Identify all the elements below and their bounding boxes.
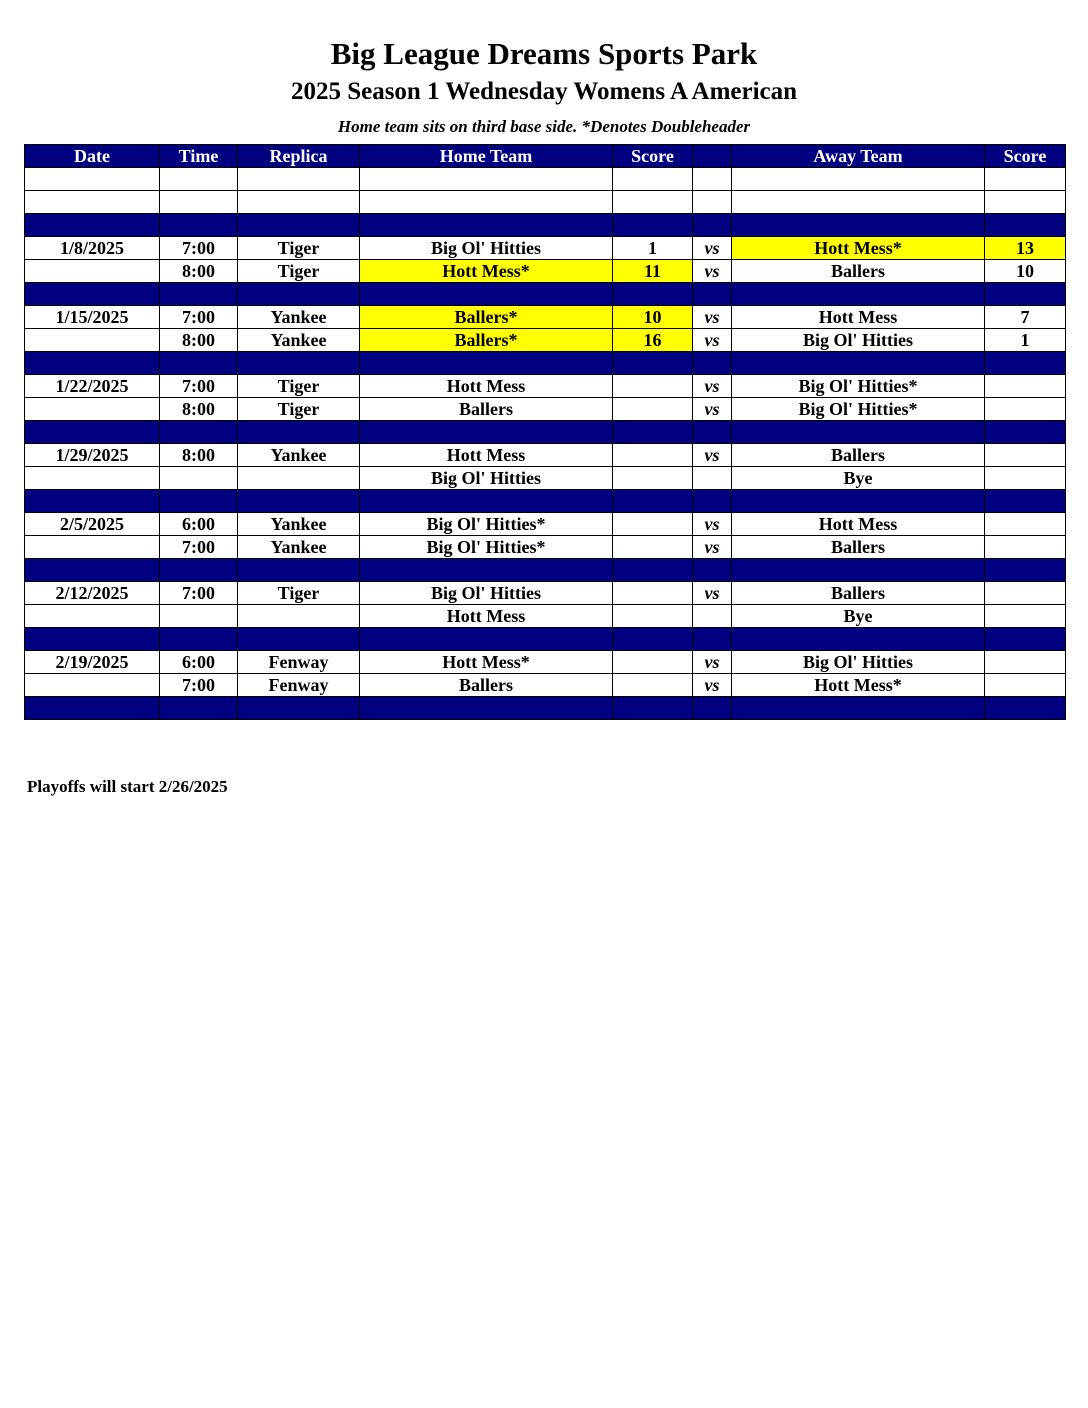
home-team-cell: Big Ol' Hitties [360, 467, 613, 490]
home-score-cell [613, 697, 693, 720]
column-header-away-team: Away Team [732, 145, 985, 168]
date-cell [25, 329, 160, 352]
away-team-cell [732, 283, 985, 306]
home-score-cell [613, 513, 693, 536]
home-team-cell: Hott Mess* [360, 651, 613, 674]
home-score-cell [613, 375, 693, 398]
date-cell: 1/22/2025 [25, 375, 160, 398]
table-row [25, 582, 1066, 605]
vs-cell [693, 467, 732, 490]
away-score-cell [985, 352, 1066, 375]
table-row [25, 237, 1066, 260]
blank-row [25, 168, 1066, 191]
vs-cell: vs [693, 329, 732, 352]
date-cell: 2/12/2025 [25, 582, 160, 605]
time-cell: 7:00 [160, 375, 238, 398]
vs-cell [693, 559, 732, 582]
time-cell [160, 214, 238, 237]
replica-cell: Yankee [238, 444, 360, 467]
vs-cell: vs [693, 674, 732, 697]
home-score-cell [613, 421, 693, 444]
home-team-cell: Ballers* [360, 329, 613, 352]
home-team-cell: Big Ol' Hitties* [360, 513, 613, 536]
column-header-time: Time [160, 145, 238, 168]
away-team-cell: Ballers [732, 444, 985, 467]
replica-cell: Fenway [238, 651, 360, 674]
home-score-cell [613, 559, 693, 582]
home-team-cell: Ballers [360, 398, 613, 421]
away-team-cell: Ballers [732, 260, 985, 283]
vs-cell: vs [693, 260, 732, 283]
time-cell: 7:00 [160, 306, 238, 329]
separator-row [25, 697, 1066, 720]
table-header-row [25, 145, 1066, 168]
schedule-table [24, 144, 1066, 720]
replica-cell: Yankee [238, 513, 360, 536]
vs-cell: vs [693, 306, 732, 329]
away-team-cell: Big Ol' Hitties* [732, 398, 985, 421]
away-score-cell [985, 168, 1066, 191]
date-cell [25, 490, 160, 513]
away-score-cell [985, 467, 1066, 490]
vs-cell [693, 628, 732, 651]
vs-cell [693, 421, 732, 444]
replica-cell [238, 490, 360, 513]
home-team-cell: Hott Mess [360, 375, 613, 398]
date-cell [25, 697, 160, 720]
home-score-cell [613, 674, 693, 697]
separator-row [25, 214, 1066, 237]
away-team-cell [732, 168, 985, 191]
away-score-cell [985, 605, 1066, 628]
away-score-cell [985, 490, 1066, 513]
time-cell [160, 191, 238, 214]
date-cell [25, 674, 160, 697]
separator-row [25, 559, 1066, 582]
time-cell: 8:00 [160, 260, 238, 283]
time-cell [160, 559, 238, 582]
table-row [25, 513, 1066, 536]
away-team-cell [732, 421, 985, 444]
vs-cell: vs [693, 237, 732, 260]
column-header-replica: Replica [238, 145, 360, 168]
home-score-cell [613, 398, 693, 421]
away-team-cell [732, 559, 985, 582]
away-team-cell [732, 191, 985, 214]
date-cell: 1/8/2025 [25, 237, 160, 260]
home-team-cell [360, 191, 613, 214]
column-header-vs [693, 145, 732, 168]
home-team-cell: Big Ol' Hitties* [360, 536, 613, 559]
time-cell: 7:00 [160, 582, 238, 605]
replica-cell [238, 283, 360, 306]
date-cell [25, 536, 160, 559]
home-team-cell [360, 352, 613, 375]
away-team-cell [732, 490, 985, 513]
time-cell [160, 605, 238, 628]
replica-cell [238, 467, 360, 490]
column-header-home-team: Home Team [360, 145, 613, 168]
home-score-cell [613, 582, 693, 605]
date-cell [25, 260, 160, 283]
time-cell: 8:00 [160, 444, 238, 467]
date-cell: 2/5/2025 [25, 513, 160, 536]
page-title: Big League Dreams Sports Park [330, 36, 758, 71]
away-score-cell [985, 283, 1066, 306]
replica-cell [238, 191, 360, 214]
replica-cell [238, 605, 360, 628]
home-team-cell [360, 628, 613, 651]
replica-cell [238, 352, 360, 375]
home-score-cell [613, 536, 693, 559]
home-team-cell: Big Ol' Hitties [360, 582, 613, 605]
away-team-cell: Hott Mess [732, 306, 985, 329]
separator-row [25, 628, 1066, 651]
replica-cell: Tiger [238, 398, 360, 421]
away-score-cell [985, 214, 1066, 237]
home-score-cell [613, 444, 693, 467]
replica-cell: Tiger [238, 375, 360, 398]
time-cell [160, 467, 238, 490]
date-cell [25, 628, 160, 651]
vs-cell [693, 214, 732, 237]
away-team-cell [732, 697, 985, 720]
table-row [25, 674, 1066, 697]
date-cell [25, 168, 160, 191]
away-score-cell [985, 375, 1066, 398]
home-team-cell: Hott Mess [360, 444, 613, 467]
replica-cell: Tiger [238, 582, 360, 605]
home-team-cell [360, 168, 613, 191]
vs-cell [693, 191, 732, 214]
replica-cell: Yankee [238, 306, 360, 329]
home-team-cell [360, 283, 613, 306]
home-team-cell: Hott Mess [360, 605, 613, 628]
replica-cell [238, 697, 360, 720]
table-row [25, 306, 1066, 329]
schedule-body [25, 168, 1066, 720]
home-team-cell: Big Ol' Hitties [360, 237, 613, 260]
date-cell [25, 191, 160, 214]
vs-cell [693, 697, 732, 720]
vs-cell [693, 283, 732, 306]
column-header-home-score: Score [613, 145, 693, 168]
table-row [25, 329, 1066, 352]
away-score-cell [985, 651, 1066, 674]
home-score-cell [613, 651, 693, 674]
home-score-cell [613, 168, 693, 191]
date-cell [25, 605, 160, 628]
home-team-cell: Hott Mess* [360, 260, 613, 283]
home-score-cell [613, 214, 693, 237]
table-row [25, 605, 1066, 628]
away-team-cell: Big Ol' Hitties [732, 651, 985, 674]
column-header-date: Date [25, 145, 160, 168]
away-score-cell [985, 513, 1066, 536]
away-team-cell: Bye [732, 467, 985, 490]
vs-cell [693, 352, 732, 375]
date-cell [25, 559, 160, 582]
home-score-cell: 1 [613, 237, 693, 260]
date-cell: 1/15/2025 [25, 306, 160, 329]
away-team-cell: Big Ol' Hitties* [732, 375, 985, 398]
vs-cell: vs [693, 375, 732, 398]
time-cell: 8:00 [160, 398, 238, 421]
away-score-cell [985, 421, 1066, 444]
replica-cell: Tiger [238, 237, 360, 260]
date-cell [25, 421, 160, 444]
separator-row [25, 352, 1066, 375]
replica-cell [238, 559, 360, 582]
separator-row [25, 421, 1066, 444]
home-score-cell [613, 605, 693, 628]
vs-cell: vs [693, 513, 732, 536]
away-score-cell [985, 398, 1066, 421]
away-score-cell [985, 559, 1066, 582]
home-team-cell [360, 697, 613, 720]
away-team-cell [732, 214, 985, 237]
home-team-cell: Ballers* [360, 306, 613, 329]
replica-cell: Yankee [238, 536, 360, 559]
away-score-cell [985, 697, 1066, 720]
away-score-cell [985, 536, 1066, 559]
date-cell: 1/29/2025 [25, 444, 160, 467]
time-cell [160, 283, 238, 306]
table-row [25, 398, 1066, 421]
home-team-cell [360, 490, 613, 513]
replica-cell: Fenway [238, 674, 360, 697]
table-row [25, 651, 1066, 674]
date-cell [25, 467, 160, 490]
vs-cell: vs [693, 582, 732, 605]
date-cell [25, 214, 160, 237]
away-score-cell: 7 [985, 306, 1066, 329]
time-cell: 6:00 [160, 513, 238, 536]
home-score-cell [613, 490, 693, 513]
vs-cell [693, 490, 732, 513]
away-team-cell: Hott Mess* [732, 237, 985, 260]
away-team-cell: Big Ol' Hitties [732, 329, 985, 352]
separator-row [25, 490, 1066, 513]
home-score-cell [613, 467, 693, 490]
away-score-cell [985, 628, 1066, 651]
playoffs-note: Playoffs will start 2/26/2025 [27, 777, 228, 796]
away-team-cell: Ballers [732, 582, 985, 605]
away-team-cell [732, 352, 985, 375]
time-cell: 8:00 [160, 329, 238, 352]
time-cell [160, 697, 238, 720]
vs-cell [693, 168, 732, 191]
home-team-cell [360, 214, 613, 237]
vs-cell: vs [693, 651, 732, 674]
table-row [25, 467, 1066, 490]
date-cell [25, 398, 160, 421]
away-team-cell [732, 628, 985, 651]
date-cell: 2/19/2025 [25, 651, 160, 674]
away-team-cell: Hott Mess* [732, 674, 985, 697]
table-row [25, 375, 1066, 398]
column-header-away-score: Score [985, 145, 1066, 168]
home-team-cell: Ballers [360, 674, 613, 697]
away-team-cell: Hott Mess [732, 513, 985, 536]
home-score-cell [613, 283, 693, 306]
away-team-cell: Ballers [732, 536, 985, 559]
time-cell [160, 628, 238, 651]
vs-cell: vs [693, 444, 732, 467]
time-cell: 7:00 [160, 536, 238, 559]
schedule-note: Home team sits on third base side. *Denotes Doubleheader [337, 117, 751, 136]
replica-cell [238, 421, 360, 444]
separator-row [25, 283, 1066, 306]
time-cell [160, 421, 238, 444]
home-score-cell: 10 [613, 306, 693, 329]
away-score-cell [985, 582, 1066, 605]
home-score-cell: 16 [613, 329, 693, 352]
away-score-cell [985, 674, 1066, 697]
date-cell [25, 283, 160, 306]
replica-cell: Tiger [238, 260, 360, 283]
replica-cell [238, 168, 360, 191]
table-row [25, 260, 1066, 283]
time-cell: 6:00 [160, 651, 238, 674]
home-score-cell [613, 352, 693, 375]
away-score-cell [985, 444, 1066, 467]
home-team-cell [360, 559, 613, 582]
away-score-cell: 1 [985, 329, 1066, 352]
home-score-cell [613, 191, 693, 214]
vs-cell: vs [693, 536, 732, 559]
vs-cell [693, 605, 732, 628]
replica-cell: Yankee [238, 329, 360, 352]
away-score-cell: 10 [985, 260, 1066, 283]
away-score-cell [985, 191, 1066, 214]
replica-cell [238, 628, 360, 651]
home-team-cell [360, 421, 613, 444]
table-row [25, 536, 1066, 559]
time-cell [160, 352, 238, 375]
home-score-cell [613, 628, 693, 651]
time-cell: 7:00 [160, 237, 238, 260]
away-team-cell: Bye [732, 605, 985, 628]
time-cell: 7:00 [160, 674, 238, 697]
date-cell [25, 352, 160, 375]
table-row [25, 444, 1066, 467]
away-score-cell: 13 [985, 237, 1066, 260]
replica-cell [238, 214, 360, 237]
vs-cell: vs [693, 398, 732, 421]
blank-row [25, 191, 1066, 214]
time-cell [160, 490, 238, 513]
time-cell [160, 168, 238, 191]
home-score-cell: 11 [613, 260, 693, 283]
page-subtitle: 2025 Season 1 Wednesday Womens A American [290, 78, 798, 105]
